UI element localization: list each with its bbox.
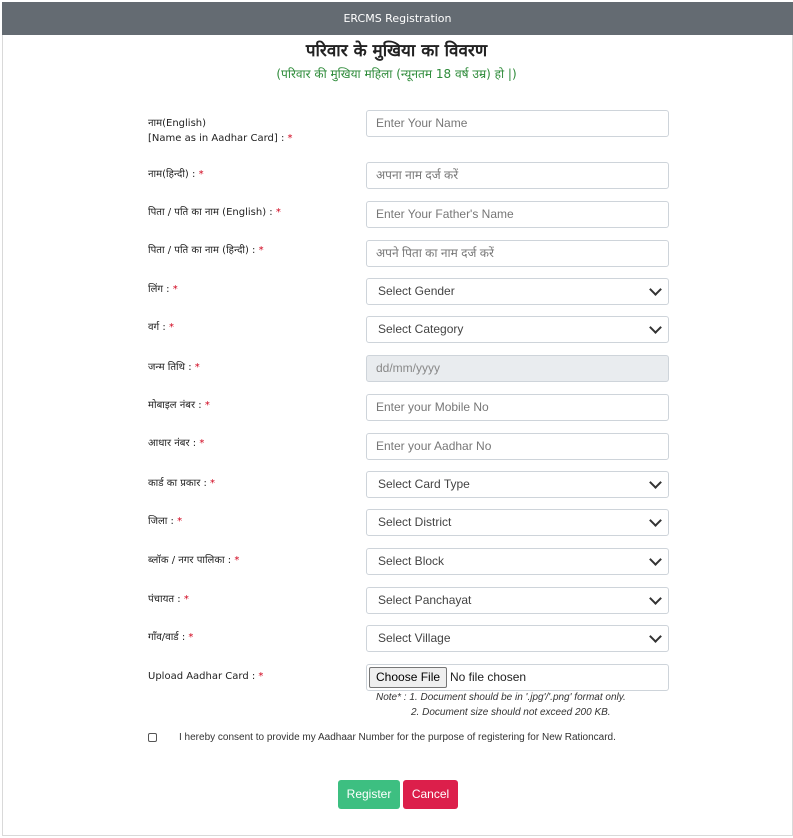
form-title: परिवार के मुखिया का विवरण <box>305 41 488 61</box>
name-hindi-label <box>148 167 358 182</box>
category-select-value: Select Category <box>378 322 464 336</box>
upload-aadhar-label-text: Upload Aadhar Card : <box>148 671 256 682</box>
chevron-down-icon <box>649 321 662 334</box>
cancel-button[interactable]: Cancel <box>403 780 458 809</box>
mobile-input[interactable]: Enter your Mobile No <box>366 394 669 421</box>
block-select[interactable] <box>366 548 669 575</box>
required-mark: * <box>172 284 178 295</box>
category-label <box>148 320 358 335</box>
required-mark: * <box>199 438 205 449</box>
block-select-value: Select Block <box>378 554 445 568</box>
required-mark: * <box>183 594 189 605</box>
chevron-down-icon <box>649 553 662 566</box>
name-hindi-label-text: नाम(हिन्दी) : <box>148 169 196 180</box>
chevron-down-icon <box>649 476 662 489</box>
gender-select[interactable] <box>366 278 669 305</box>
district-label-text: जिला : <box>148 516 174 527</box>
required-mark: * <box>234 555 240 566</box>
panchayat-label <box>148 592 358 607</box>
district-label <box>148 514 358 529</box>
panchayat-select-value: Select Panchayat <box>378 593 472 607</box>
chevron-down-icon <box>649 514 662 527</box>
father-name-english-label <box>148 205 358 220</box>
card-type-select-value: Select Card Type <box>378 477 470 491</box>
father-name-hindi-label <box>148 243 358 258</box>
file-status-text: No file chosen <box>450 670 527 684</box>
required-mark: * <box>210 478 216 489</box>
upload-aadhar-file-input[interactable] <box>366 664 669 691</box>
category-select[interactable] <box>366 316 669 343</box>
category-label-text: वर्ग : <box>148 322 166 333</box>
village-select-value: Select Village <box>378 631 451 645</box>
register-button[interactable]: Register <box>338 780 400 809</box>
block-label-text: ब्लॉक / नगर पालिका : <box>148 555 232 566</box>
required-mark: * <box>258 671 264 682</box>
district-select-value: Select District <box>378 515 452 529</box>
required-mark: * <box>168 322 174 333</box>
block-label <box>148 553 358 568</box>
father-name-english-label-text: पिता / पति का नाम (English) : <box>148 207 273 218</box>
upload-note-line1: Note* : 1. Document should be in '.jpg'/'.png' format only. <box>376 692 626 703</box>
village-label-text: गाँव/वार्ड : <box>148 632 186 643</box>
district-select[interactable] <box>366 509 669 536</box>
card-type-label-text: कार्ड का प्रकार : <box>148 478 207 489</box>
dob-label <box>148 360 358 375</box>
required-mark: * <box>177 516 183 527</box>
required-mark: * <box>258 245 264 256</box>
panchayat-select[interactable] <box>366 587 669 614</box>
required-mark: * <box>194 362 200 373</box>
father-name-hindi-input[interactable]: अपने पिता का नाम दर्ज करें <box>366 240 669 267</box>
chevron-down-icon <box>649 630 662 643</box>
panchayat-label-text: पंचायत : <box>148 594 181 605</box>
chevron-down-icon <box>649 283 662 296</box>
name-english-label-line2: [Name as in Aadhar Card] : <box>148 133 285 144</box>
header-bar <box>2 2 793 35</box>
father-name-hindi-label-text: पिता / पति का नाम (हिन्दी) : <box>148 245 256 256</box>
name-english-label <box>148 116 358 146</box>
upload-aadhar-label <box>148 669 358 684</box>
header-title: ERCMS Registration <box>343 12 452 25</box>
form-subtitle: (परिवार की मुखिया महिला (न्यूनतम 18 वर्ष उम्र) हो |) <box>276 67 517 81</box>
village-select[interactable] <box>366 625 669 652</box>
gender-select-value: Select Gender <box>378 284 455 298</box>
aadhar-label-text: आधार नंबर : <box>148 438 197 449</box>
aadhar-input[interactable]: Enter your Aadhar No <box>366 433 669 460</box>
dob-label-text: जन्म तिथि : <box>148 362 192 373</box>
upload-note-line2: 2. Document size should not exceed 200 KB. <box>411 707 611 718</box>
required-mark: * <box>204 400 210 411</box>
gender-label-text: लिंग : <box>148 284 170 295</box>
card-type-select[interactable] <box>366 471 669 498</box>
father-name-english-input[interactable]: Enter Your Father's Name <box>366 201 669 228</box>
consent-checkbox[interactable] <box>148 733 157 742</box>
aadhar-label <box>148 436 358 451</box>
required-mark: * <box>198 169 204 180</box>
name-english-label-line1: नाम(English) <box>148 118 207 129</box>
name-hindi-input[interactable]: अपना नाम दर्ज करें <box>366 162 669 189</box>
mobile-label-text: मोबाइल नंबर : <box>148 400 202 411</box>
name-english-input[interactable]: Enter Your Name <box>366 110 669 137</box>
chevron-down-icon <box>649 592 662 605</box>
choose-file-button[interactable]: Choose File <box>369 667 447 688</box>
required-mark: * <box>287 133 293 144</box>
mobile-label <box>148 398 358 413</box>
required-mark: * <box>188 632 194 643</box>
dob-input[interactable]: dd/mm/yyyy <box>366 355 669 382</box>
village-label <box>148 630 358 645</box>
card-type-label <box>148 476 358 491</box>
consent-text: I hereby consent to provide my Aadhaar Number for the purpose of registering for New Rationcard. <box>179 732 616 743</box>
required-mark: * <box>275 207 281 218</box>
gender-label <box>148 282 358 297</box>
